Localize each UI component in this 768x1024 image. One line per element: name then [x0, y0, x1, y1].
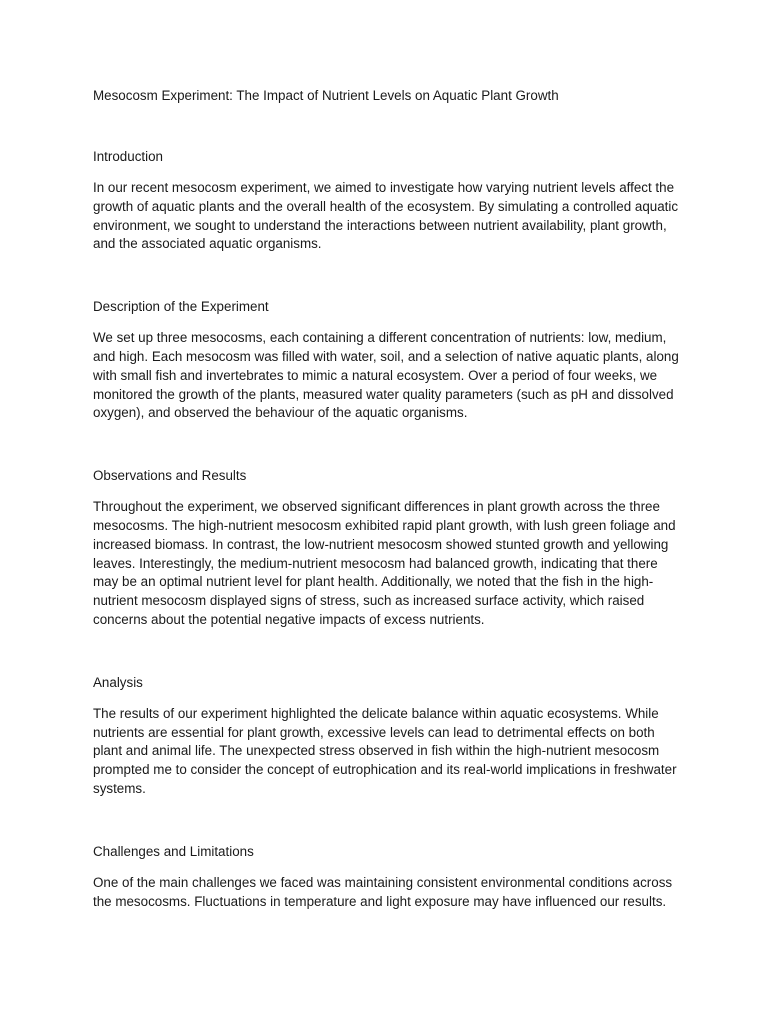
section-body: One of the main challenges we faced was maintaining consistent environmental conditions across the mesocosms. Fluctuations in temperature and light exposure may have influenced our results. [93, 874, 673, 909]
section-gap [93, 254, 683, 297]
section-heading: Observations and Results [93, 468, 247, 484]
section-body: Throughout the experiment, we observed significant differences in plant growth across the three mesocosms. The high-nutrient mesocosm exhibited rapid plant growth, with lush green foliage and increased biomass. In contrast, the low-nutrient mesocosm showed stunted growth and yellowing leaves. Interestingly, the medium-nutrient mesocosm had balanced growth, indicating that there may be an optimal nutrient level for plant health. Additionally, we noted that the fish in the high-nutrient mesocosm displayed signs of stress, such as increased surface activity, which raised concerns about the potential negative impacts of excess nutrients. [93, 499, 676, 627]
section-heading: Introduction [93, 149, 163, 164]
section-introduction [93, 147, 683, 254]
section-gap [93, 423, 683, 466]
section-gap [93, 630, 683, 673]
section-body: We set up three mesocosms, each containing a different concentration of nutrients: low, medium, and high. Each mesocosm was filled with water, soil, and a selection of native aquatic plants, along with small fish and invertebrates to mimic a natural ecosystem. Over a period of four weeks, we monitored the growth of the plants, measured water quality parameters (such as pH and dissolved oxygen), and observed the behaviour of the aquatic organisms. [93, 330, 679, 421]
section-description [93, 297, 683, 423]
section-gap [93, 799, 683, 842]
section-analysis [93, 673, 683, 799]
section-body: The results of our experiment highlighted the delicate balance within aquatic ecosystems. While nutrients are essential for plant growth, excessive levels can lead to detrimental effects on both plant and animal life. The unexpected stress observed in fish within the high-nutrient mesocosm prompted me to consider the concept of eutrophication and its real-world implications in freshwater systems. [93, 705, 677, 796]
document-title: Mesocosm Experiment: The Impact of Nutrient Levels on Aquatic Plant Growth [93, 88, 559, 103]
section-heading: Challenges and Limitations [93, 843, 254, 859]
section-observations [93, 466, 683, 630]
section-heading: Analysis [93, 674, 143, 690]
document-page [93, 86, 683, 911]
section-heading: Description of the Experiment [93, 299, 269, 315]
section-body: In our recent mesocosm experiment, we aimed to investigate how varying nutrient levels affect the growth of aquatic plants and the overall health of the ecosystem. By simulating a controlled aquatic environment, we sought to understand the interactions between nutrient availability, plant growth, and the associated aquatic organisms. [93, 180, 679, 252]
section-challenges [93, 842, 683, 912]
